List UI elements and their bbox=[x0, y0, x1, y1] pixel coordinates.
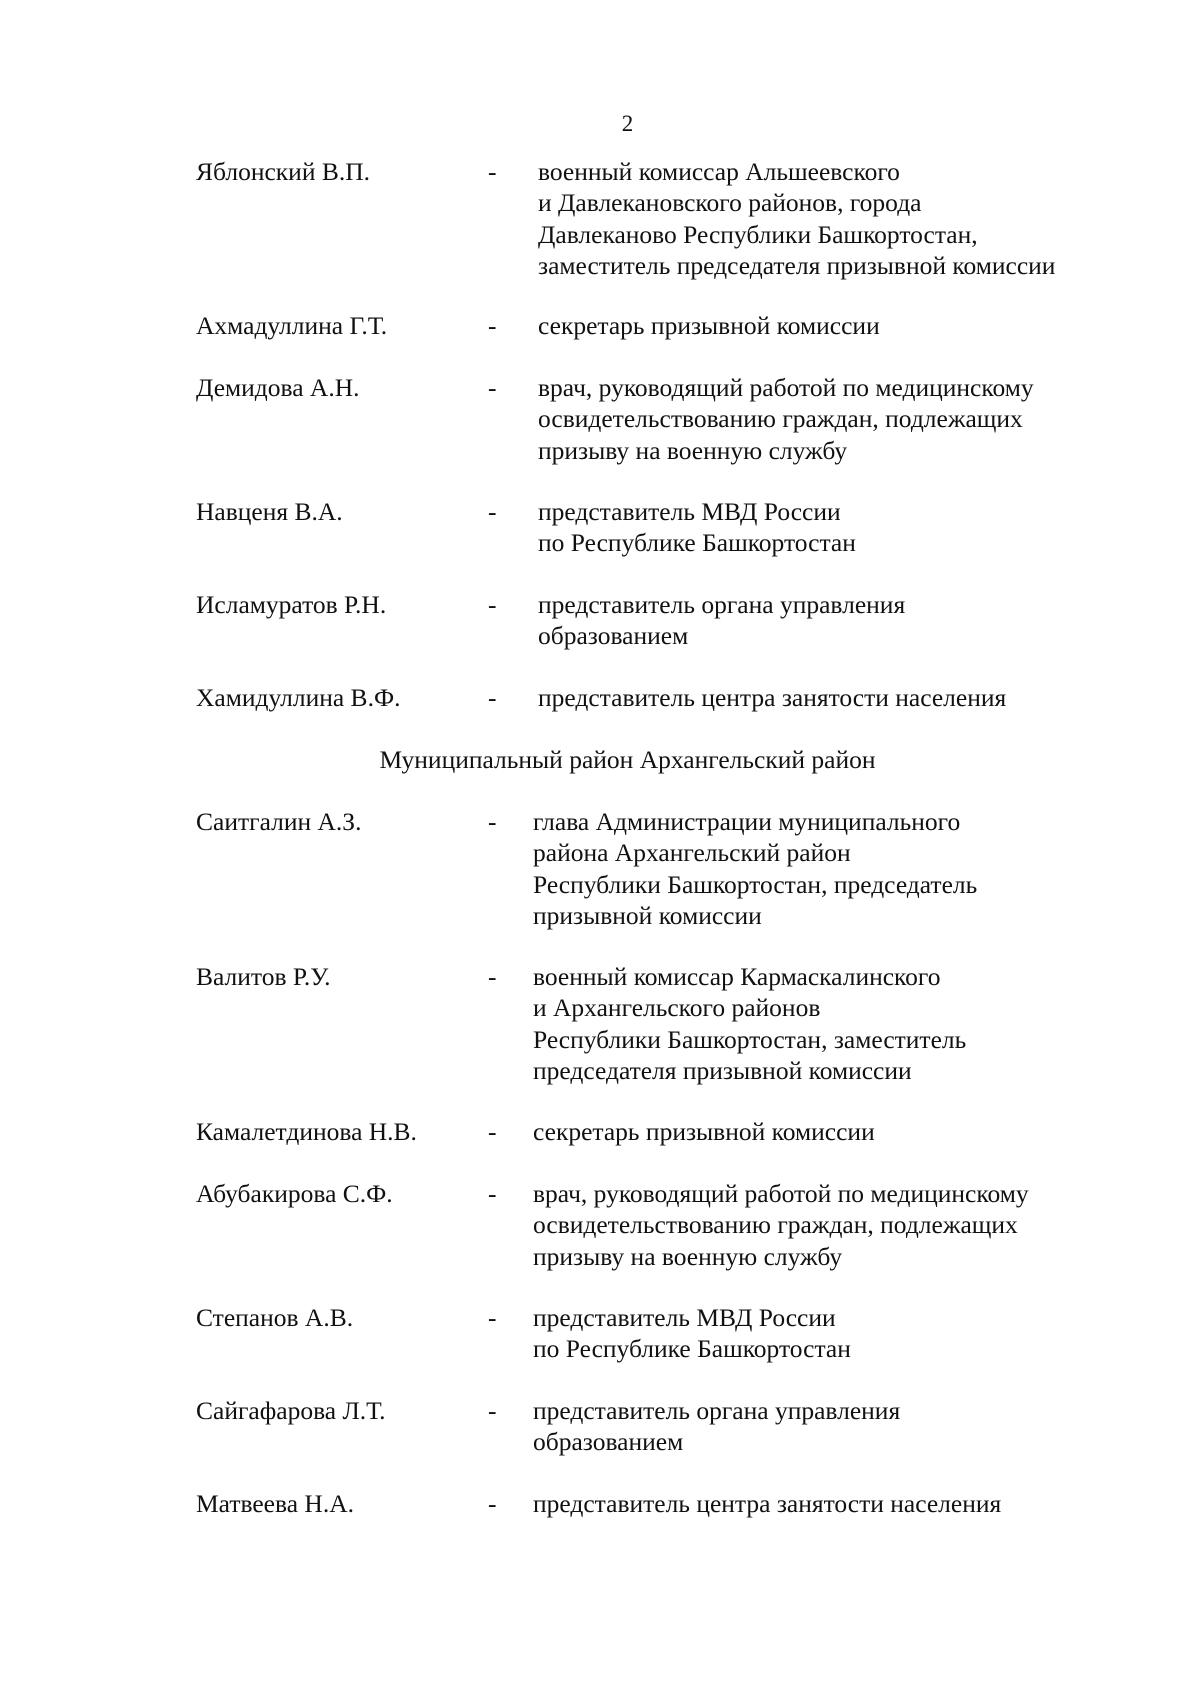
member-name: Демидова А.Н. bbox=[196, 373, 360, 402]
role-line: представитель органа управления bbox=[538, 590, 906, 619]
role-line: врач, руководящий работой по медицинскому bbox=[538, 373, 1034, 402]
member-role bbox=[538, 372, 1178, 466]
member-role bbox=[533, 1178, 1173, 1272]
member-name: Валитов Р.У. bbox=[196, 962, 331, 991]
member-name: Саитгалин А.З. bbox=[196, 807, 362, 836]
role-line: и Архангельского районов bbox=[533, 993, 821, 1023]
role-line: секретарь призывной комиссии bbox=[538, 311, 880, 340]
separator-dash: - bbox=[488, 1489, 497, 1518]
role-line: врач, руководящий работой по медицинскому bbox=[533, 1179, 1029, 1208]
role-line: образованием bbox=[533, 1427, 684, 1457]
role-line: военный комиссар Альшеевского bbox=[538, 157, 900, 186]
role-line: и Давлекановского районов, города bbox=[538, 188, 922, 218]
member-role bbox=[533, 961, 1173, 1086]
role-line: по Республике Башкортостан bbox=[533, 1334, 851, 1364]
member-role bbox=[538, 156, 1178, 281]
role-line: глава Администрации муниципального bbox=[533, 807, 961, 836]
separator-dash: - bbox=[488, 1179, 497, 1208]
member-role bbox=[533, 1302, 1173, 1365]
member-role bbox=[538, 310, 1178, 341]
role-line: Республики Башкортостан, председатель bbox=[533, 869, 978, 899]
role-line: призывной комиссии bbox=[533, 900, 762, 930]
member-role bbox=[533, 1395, 1173, 1458]
role-line: представитель центра занятости населения bbox=[533, 1489, 1002, 1518]
member-name: Камалетдинова Н.В. bbox=[196, 1117, 417, 1146]
separator-dash: - bbox=[488, 1303, 497, 1332]
separator-dash: - bbox=[488, 1117, 497, 1146]
member-name: Навценя В.А. bbox=[196, 497, 343, 526]
separator-dash: - bbox=[488, 497, 497, 526]
separator-dash: - bbox=[488, 373, 497, 402]
member-name: Степанов А.В. bbox=[196, 1303, 354, 1332]
role-line: представитель МВД России bbox=[533, 1303, 836, 1332]
role-line: Республики Башкортостан, заместитель bbox=[533, 1024, 967, 1054]
separator-dash: - bbox=[488, 1396, 497, 1425]
role-line: по Республике Башкортостан bbox=[538, 528, 856, 558]
member-name: Хамидуллина В.Ф. bbox=[196, 683, 401, 712]
role-line: образованием bbox=[538, 621, 689, 651]
role-line: освидетельствованию граждан, подлежащих bbox=[533, 1210, 1018, 1240]
member-name: Яблонский В.П. bbox=[196, 157, 371, 186]
member-name: Сайгафарова Л.Т. bbox=[196, 1396, 386, 1425]
member-name: Абубакирова С.Ф. bbox=[196, 1179, 393, 1208]
role-line: освидетельствованию граждан, подлежащих bbox=[538, 404, 1023, 434]
member-role bbox=[538, 589, 1178, 652]
role-line: Давлеканово Республики Башкортостан, bbox=[538, 219, 978, 249]
role-line: заместитель председателя призывной комиссии bbox=[538, 250, 1056, 280]
separator-dash: - bbox=[488, 311, 497, 340]
member-role bbox=[533, 1488, 1173, 1519]
role-line: района Архангельский район bbox=[533, 838, 851, 868]
member-name: Исламуратов Р.Н. bbox=[196, 590, 387, 619]
role-line: призыву на военную службу bbox=[538, 435, 848, 465]
role-line: представитель МВД России bbox=[538, 497, 841, 526]
member-name: Матвеева Н.А. bbox=[196, 1489, 354, 1518]
separator-dash: - bbox=[488, 962, 497, 991]
section-heading: Муниципальный район Архангельский район bbox=[379, 745, 876, 774]
separator-dash: - bbox=[488, 683, 497, 712]
separator-dash: - bbox=[488, 157, 497, 186]
member-role bbox=[538, 496, 1178, 559]
role-line: военный комиссар Кармаскалинского bbox=[533, 962, 941, 991]
role-line: представитель центра занятости населения bbox=[538, 683, 1007, 712]
page-number: 2 bbox=[621, 111, 634, 136]
member-role bbox=[533, 806, 1173, 931]
role-line: представитель органа управления bbox=[533, 1396, 901, 1425]
role-line: призыву на военную службу bbox=[533, 1241, 843, 1271]
separator-dash: - bbox=[488, 807, 497, 836]
member-role bbox=[538, 682, 1178, 713]
member-role bbox=[533, 1116, 1173, 1147]
role-line: секретарь призывной комиссии bbox=[533, 1117, 875, 1146]
separator-dash: - bbox=[488, 590, 497, 619]
member-name: Ахмадуллина Г.Т. bbox=[196, 311, 388, 340]
role-line: председателя призывной комиссии bbox=[533, 1055, 912, 1085]
